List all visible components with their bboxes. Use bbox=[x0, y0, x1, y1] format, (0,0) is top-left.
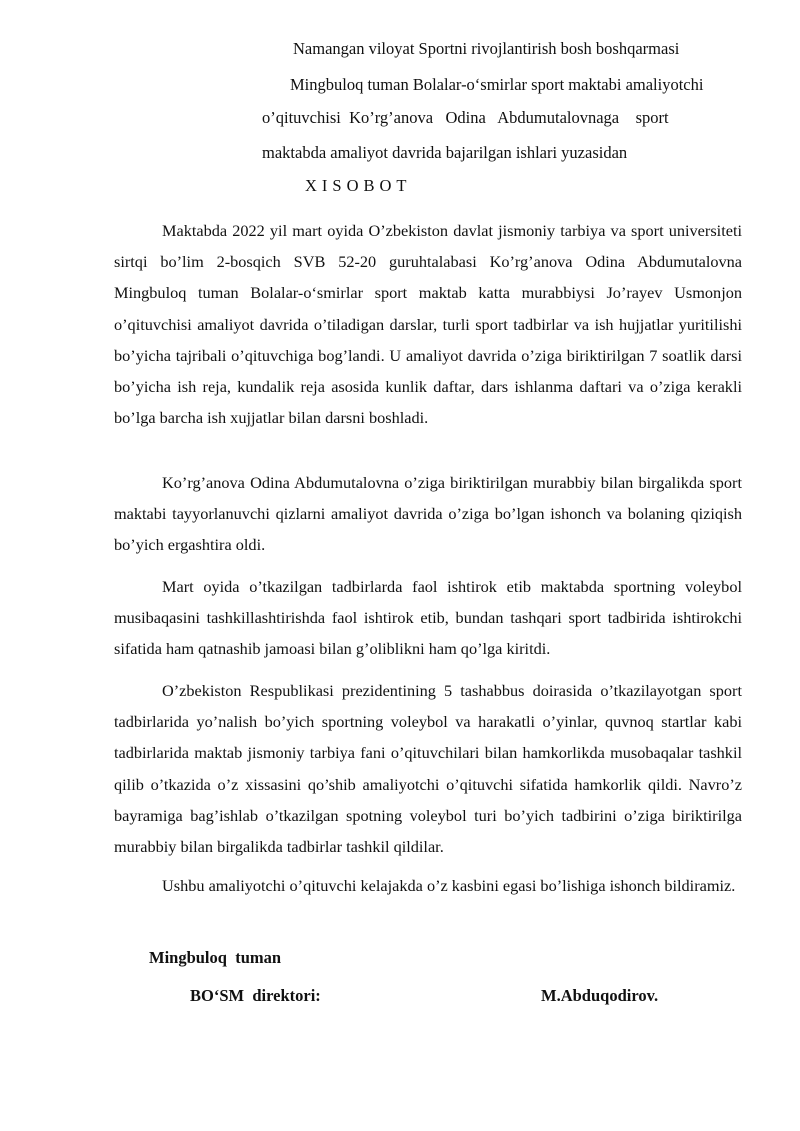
header-organization: Namangan viloyat Sportni rivojlantirish bosh boshqarmasi bbox=[293, 39, 680, 58]
signature-organization: Mingbuloq tuman bbox=[149, 948, 282, 967]
paragraph-3: Mart oyida o’tkazilgan tadbirlarda faol ishtirok etib maktabda sportning voleybol musibaqasini tashkillashtirishda faol ishtirok etib, bundan tashqari sport tadbirida ishtirokchi sifatida ham qatnashib jamoasi bilan g’oliblikni ham qo’lga kiritdi. bbox=[114, 577, 742, 659]
header-school: Mingbuloq tuman Bolalar-o‘smirlar sport maktabi amaliyotchi bbox=[290, 75, 704, 94]
header-subject: maktabda amaliyot davrida bajarilgan ishlari yuzasidan bbox=[262, 143, 628, 162]
paragraph-1: Maktabda 2022 yil mart oyida O’zbekiston davlat jismoniy tarbiya va sport universiteti sirtqi bo’lim 2-bosqich SVB 52-20 guruhtalabasi Ko’rg’anova Odina Abdumutalovna Mingbuloq tuman Bolalar-o‘smirlar sport maktab katta murabbiysi Jo’rayev Usmonjon o’qituvchisi amaliyot davrida o’tiladigan darslar, turli sport tadbirlar va ish hujjatlar yuritilishi bo’yicha tajribali o’qituvchiga bog’landi. U amaliyot davrida o’ziga biriktirilgan 7 soatlik darsi bo’yicha ish reja, kundalik reja asosida kunlik daftar, dars ishlanma daftari va o’ziga kerakli bo’lga barcha ish xujjatlar bilan darsni boshladi. bbox=[114, 221, 742, 428]
header-recipient: o’qituvchisi Ko’rg’anova Odina Abdumutalovnaga sport bbox=[262, 108, 669, 127]
signature-name: M.Abduqodirov. bbox=[541, 986, 659, 1005]
paragraph-4: O’zbekiston Respublikasi prezidentining 5 tashabbus doirasida o’tkazilayotgan sport tadbirlarida yo’nalish bo’yich sportning voleybol va harakatli o’yinlar, quvnoq startlar kabi tadbirlarida maktab jismoniy tarbiya fani o’qituvchilari bilan hamkorlikda musobaqalar tashkil qilib o’tkazida o’z xissasini qo’shib amaliyotchi o’qituvchi sifatida hamkorlik qildi. Navro’z bayramiga bag’ishlab o’tkazilgan spotning voleybol turi bo’yich tadbirini o’ziga biriktirilga murabbiy bilan birgalikda tadbirlar tashkil qildilar. bbox=[114, 681, 742, 857]
document-title: XISOBOT bbox=[305, 176, 412, 195]
signature-role: BO‘SM direktori: bbox=[190, 986, 321, 1005]
paragraph-2: Ko’rg’anova Odina Abdumutalovna o’ziga biriktirilgan murabbiy bilan birgalikda sport maktabi tayyorlanuvchi qizlarni amaliyot davrida o’ziga bo’lgan ishonch va bolaning qiziqish bo’yich ergashtira oldi. bbox=[114, 473, 742, 555]
paragraph-5: Ushbu amaliyotchi o’qituvchi kelajakda o’z kasbini egasi bo’lishiga ishonch bildiramiz. bbox=[162, 876, 736, 895]
